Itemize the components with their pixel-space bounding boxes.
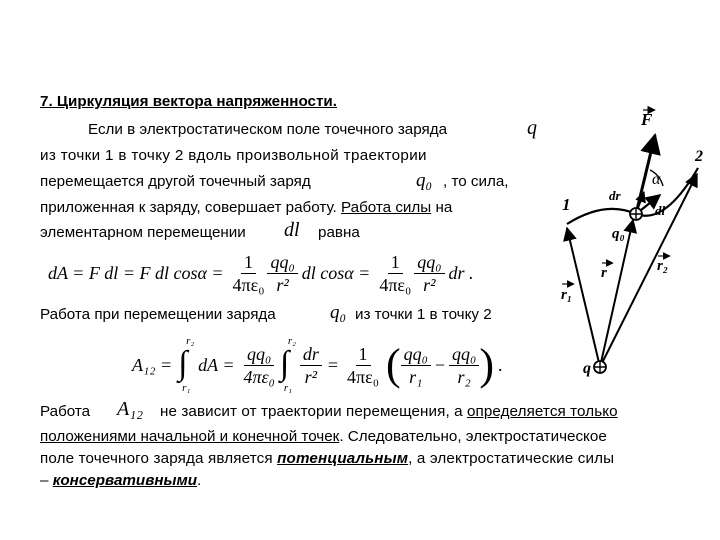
formula2-minus: − <box>434 354 446 375</box>
integral1-lower: r₁ <box>182 382 191 394</box>
formula1-frac2-den: r² <box>276 274 289 295</box>
formula2-integral-2 <box>278 335 300 395</box>
formula2-frac-4 <box>401 343 431 388</box>
label-r1: r₁ <box>561 287 573 303</box>
para-line-1-b <box>160 401 618 423</box>
formula2-frac2-num: dr <box>300 343 322 366</box>
para-line-1-b-text: не зависит от траектории перемещения, а <box>160 403 463 420</box>
formula2-frac-5 <box>449 343 479 388</box>
para-line-3-a: поле точечного заряда является <box>40 450 273 467</box>
para-line-4-c: . <box>197 472 202 489</box>
formula1-frac4-den: r² <box>423 274 436 295</box>
label-r: r <box>601 265 607 281</box>
formula2-frac-3 <box>344 343 382 388</box>
formula2-rparen: ) <box>479 340 494 389</box>
formula2-eq: = <box>327 354 339 375</box>
intro-line-5-b: равна <box>318 224 360 241</box>
para-line-3-b: потенциальным <box>277 450 409 467</box>
formula2-frac3-den: 4πε₀ <box>347 366 379 387</box>
formula1-frac1-num: 1 <box>241 251 256 274</box>
para-line-2 <box>40 426 607 448</box>
formula2-frac3-num: 1 <box>356 343 371 366</box>
intro-line-3 <box>40 171 311 193</box>
formula1-frac2-num: qq₀ <box>267 251 297 274</box>
formula2-frac4-num: qq₀ <box>401 343 431 366</box>
formula1-frac1-den: 4πε₀ <box>232 274 265 295</box>
intro-line-4-b: Работа силы <box>341 199 432 216</box>
vector-r <box>600 220 633 367</box>
para-line-4-b: консервативными <box>52 472 198 489</box>
formula2-frac5-num: qq₀ <box>449 343 479 366</box>
intro-line-5 <box>40 222 246 244</box>
formula2-integral-1 <box>176 335 198 395</box>
formula1-frac3-den: 4πε₀ <box>379 274 412 295</box>
formula-elementary-work <box>48 246 474 300</box>
work-line-b: из точки 1 в точку 2 <box>355 306 492 323</box>
formula2-frac1-den: 4πε₀ <box>243 366 275 387</box>
work-line <box>40 304 276 326</box>
formula1-lhs: dA = F dl = F dl cosα = <box>48 262 224 283</box>
formula1-frac-2 <box>267 251 297 296</box>
formula2-frac5-den: r₂ <box>457 366 471 387</box>
formula1-frac-1 <box>230 251 268 296</box>
formula1-mid: dl cosα = <box>301 262 371 283</box>
formula1-tail: dr . <box>448 262 474 283</box>
intro-line-4-c: на <box>435 199 453 216</box>
intro-line-3-b: , то сила, <box>443 173 509 190</box>
formula2-frac2-den: r² <box>304 366 318 387</box>
formula2-frac-2 <box>300 343 322 388</box>
work-line-a: Работа при перемещении заряда <box>40 306 276 323</box>
integral2-sign: ∫ <box>279 345 290 382</box>
charge-q: q <box>527 117 537 139</box>
integral2-upper: r₂ <box>287 335 296 347</box>
formula-total-work <box>132 335 502 395</box>
formula2-frac-1 <box>241 343 278 388</box>
dl-symbol: dl <box>284 219 300 241</box>
integral2-lower: r₁ <box>283 382 292 394</box>
formula1-frac-4 <box>414 251 444 296</box>
intro-line-2: из точки 1 в точку 2 вдоль произвольной траектории <box>40 147 427 164</box>
intro-line-1 <box>88 119 447 141</box>
label-point-1: 1 <box>562 195 571 214</box>
formula2-lhs: A₁₂ = <box>132 354 173 375</box>
label-dl: dl <box>655 203 666 218</box>
formula1-frac-3 <box>376 251 414 296</box>
formula1-frac4-num: qq₀ <box>414 251 444 274</box>
formula2-dA: dA = <box>198 354 235 375</box>
para-line-1-c: определяется только <box>466 403 618 420</box>
para-A12: A₁₂ <box>117 398 144 420</box>
para-line-2-a: положениями начальной и конечной точек <box>40 428 340 445</box>
para-line-1-a: Работа <box>40 403 91 420</box>
label-q: q <box>583 360 591 377</box>
intro-line-4-a: приложенная к заряду, совершает работу. <box>40 199 337 216</box>
intro-line-1-text: Если в электростатическом поле точечного заряда <box>88 121 448 138</box>
label-alpha: α <box>652 171 661 188</box>
trajectory-diagram <box>540 95 720 395</box>
charge-q0: q₀ <box>416 170 433 191</box>
para-line-4-a: – <box>40 472 49 489</box>
label-F: F <box>641 110 653 129</box>
formula2-frac1-num: qq₀ <box>244 343 274 366</box>
para-line-4 <box>40 470 201 492</box>
para-line-3 <box>40 448 614 470</box>
intro-line-4 <box>40 197 452 219</box>
intro-line-5-a: элементарном перемещении <box>40 224 246 241</box>
formula2-lparen: ( <box>385 340 401 389</box>
integral1-upper: r₂ <box>186 335 195 347</box>
label-q0: q₀ <box>612 226 625 242</box>
formula2-frac4-den: r₁ <box>409 366 423 387</box>
section-title: 7. Циркуляция вектора напряженности. <box>40 93 337 110</box>
para-line-2-b: . Следовательно, электростатическое <box>339 428 607 445</box>
label-point-2: 2 <box>695 148 703 165</box>
formula1-frac3-num: 1 <box>388 251 403 274</box>
integral1-sign: ∫ <box>178 345 188 382</box>
label-dr: dr <box>609 188 621 203</box>
intro-line-3-a: перемещается другой точечный заряд <box>40 173 311 190</box>
work-line-q0: q₀ <box>330 302 347 323</box>
label-r2: r₂ <box>657 258 669 274</box>
para-line-3-c: , а электростатические силы <box>408 450 615 467</box>
formula2-period: . <box>497 354 503 375</box>
